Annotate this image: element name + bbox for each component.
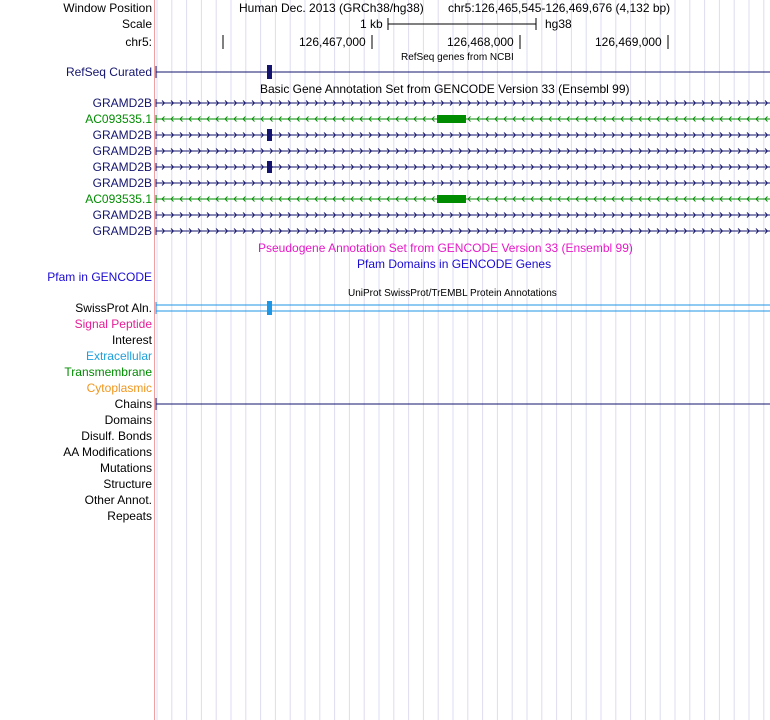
track-label-uniprot-10[interactable]: AA Modifications: [63, 445, 152, 459]
track-label-gencode-6[interactable]: GRAMD2B: [92, 176, 152, 190]
scale-assembly: hg38: [545, 17, 572, 31]
track-label-uniprot-8[interactable]: Domains: [104, 413, 152, 427]
ruler-tick-label-3: 126,469,000: [595, 35, 662, 49]
track-label-gencode-2[interactable]: AC093535.1: [85, 112, 152, 126]
gencode-exon: [437, 115, 466, 123]
track-label-gencode-1[interactable]: GRAMD2B: [92, 96, 152, 110]
track-features[interactable]: [154, 0, 770, 720]
chromosome-label[interactable]: chr5:: [125, 35, 152, 49]
gencode-exon: [267, 161, 272, 173]
window-position-label[interactable]: Window Position: [63, 1, 152, 15]
track-label-uniprot-11[interactable]: Mutations: [99, 461, 152, 475]
track-label-uniprot-4[interactable]: Extracellular: [85, 349, 152, 363]
pseudogene-group-title: Pseudogene Annotation Set from GENCODE Version 33 (Ensembl 99): [258, 241, 633, 255]
track-label-pfam-gencode[interactable]: Pfam in GENCODE: [47, 270, 152, 284]
track-label-uniprot-7[interactable]: Chains: [114, 397, 152, 411]
gencode-exon: [267, 129, 272, 141]
pfam-group-title: Pfam Domains in GENCODE Genes: [357, 257, 552, 271]
track-label-refseq-curated[interactable]: RefSeq Curated: [65, 65, 152, 79]
ruler-tick-label-1: 126,467,000: [299, 35, 366, 49]
track-label-uniprot-6[interactable]: Cytoplasmic: [86, 381, 152, 395]
gencode-exon: [437, 195, 466, 203]
assembly-name: Human Dec. 2013 (GRCh38/hg38): [239, 1, 424, 15]
scale-label[interactable]: Scale: [121, 17, 152, 31]
track-label-uniprot-14[interactable]: Repeats: [107, 509, 152, 523]
window-position-range[interactable]: chr5:126,465,545-126,469,676 (4,132 bp): [448, 1, 671, 15]
track-label-gencode-8[interactable]: GRAMD2B: [92, 208, 152, 222]
ruler-tick-label-2: 126,468,000: [447, 35, 514, 49]
track-label-uniprot-12[interactable]: Structure: [103, 477, 152, 491]
refseq-group-title: RefSeq genes from NCBI: [401, 52, 514, 63]
track-label-gencode-7[interactable]: AC093535.1: [85, 192, 152, 206]
track-label-uniprot-3[interactable]: Interest: [111, 333, 152, 347]
track-label-uniprot-2[interactable]: Signal Peptide: [74, 317, 152, 331]
track-label-gencode-9[interactable]: GRAMD2B: [92, 224, 152, 238]
gencode-group-title: Basic Gene Annotation Set from GENCODE Version 33 (Ensembl 99): [260, 82, 630, 96]
refseq-exon: [267, 65, 272, 79]
track-labels: [0, 0, 154, 720]
track-label-gencode-4[interactable]: GRAMD2B: [92, 144, 152, 158]
track-label-uniprot-9[interactable]: Disulf. Bonds: [81, 429, 152, 443]
track-label-uniprot-5[interactable]: Transmembrane: [64, 365, 152, 379]
scale-value: 1 kb: [360, 17, 383, 31]
swissprot-block: [267, 301, 272, 315]
track-label-gencode-3[interactable]: GRAMD2B: [92, 128, 152, 142]
uniprot-group-title: UniProt SwissProt/TrEMBL Protein Annotations: [348, 288, 557, 299]
track-label-uniprot-13[interactable]: Other Annot.: [84, 493, 152, 507]
track-label-uniprot-1[interactable]: SwissProt Aln.: [75, 301, 152, 315]
track-display-area[interactable]: [154, 0, 770, 720]
track-label-gencode-5[interactable]: GRAMD2B: [92, 160, 152, 174]
